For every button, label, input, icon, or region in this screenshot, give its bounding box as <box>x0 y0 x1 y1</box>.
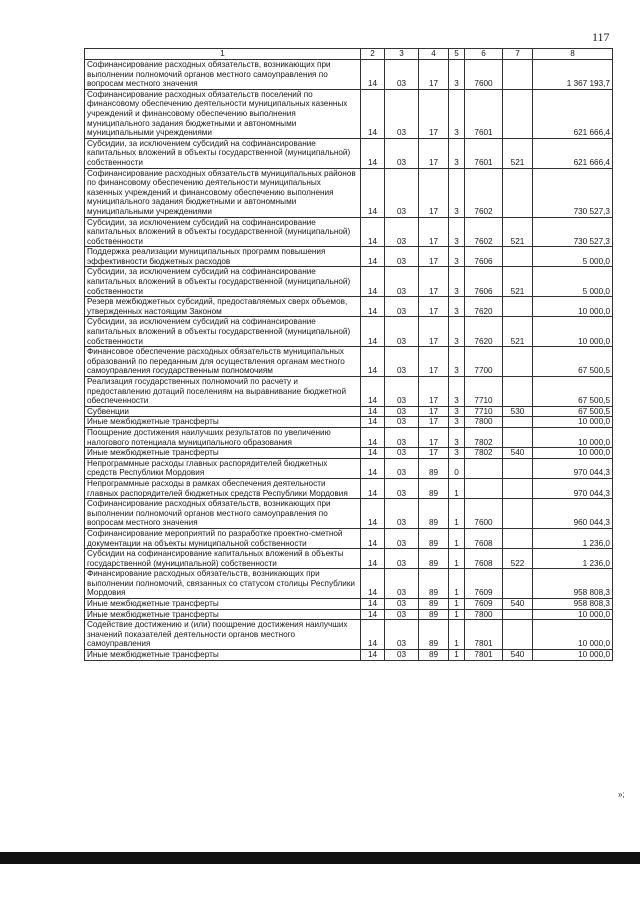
subprogram-code: 1 <box>449 599 465 610</box>
subprogram-code: 3 <box>449 417 465 428</box>
program-code: 17 <box>419 168 449 217</box>
program-code: 89 <box>419 569 449 599</box>
section-code: 14 <box>361 297 385 317</box>
row-name: Иные межбюджетные трансферты <box>85 650 361 661</box>
target-code: 7602 <box>465 217 503 247</box>
subsection-code: 03 <box>385 406 419 417</box>
subsection-code: 03 <box>385 317 419 347</box>
program-code: 17 <box>419 247 449 267</box>
section-code: 14 <box>361 448 385 459</box>
subsection-code: 03 <box>385 347 419 377</box>
section-code: 14 <box>361 247 385 267</box>
expense-type-code: 521 <box>503 217 533 247</box>
expense-type-code: 540 <box>503 448 533 459</box>
amount: 5 000,0 <box>533 247 613 267</box>
section-code: 14 <box>361 609 385 620</box>
program-code: 17 <box>419 417 449 428</box>
expense-type-code: 521 <box>503 317 533 347</box>
subsection-code: 03 <box>385 620 419 650</box>
subsection-code: 03 <box>385 247 419 267</box>
target-code: 7620 <box>465 317 503 347</box>
section-code: 14 <box>361 478 385 498</box>
row-name: Поощрение достижения наилучших результатов по увеличению налогового потенциала муниципального образования <box>85 427 361 447</box>
program-code: 17 <box>419 377 449 407</box>
table-row <box>85 347 613 377</box>
subprogram-code: 1 <box>449 609 465 620</box>
section-code: 14 <box>361 60 385 90</box>
expense-type-code <box>503 417 533 428</box>
amount: 1 236,0 <box>533 528 613 548</box>
amount: 730 527,3 <box>533 217 613 247</box>
table-row <box>85 499 613 529</box>
target-code: 7608 <box>465 549 503 569</box>
target-code: 7800 <box>465 417 503 428</box>
table-row <box>85 138 613 168</box>
subprogram-code: 3 <box>449 60 465 90</box>
table-row <box>85 549 613 569</box>
subsection-code: 03 <box>385 499 419 529</box>
target-code: 7700 <box>465 347 503 377</box>
target-code <box>465 478 503 498</box>
program-code: 89 <box>419 650 449 661</box>
expense-type-code <box>503 247 533 267</box>
table-row <box>85 247 613 267</box>
table-row <box>85 60 613 90</box>
row-name: Реализация государственных полномочий по расчету и предоставлению дотаций поселениям на выравнивание бюджетной обеспеченности <box>85 377 361 407</box>
target-code: 7801 <box>465 620 503 650</box>
section-code: 14 <box>361 317 385 347</box>
section-code: 14 <box>361 549 385 569</box>
amount: 10 000,0 <box>533 448 613 459</box>
subsection-code: 03 <box>385 478 419 498</box>
program-code: 17 <box>419 138 449 168</box>
section-code: 14 <box>361 168 385 217</box>
program-code: 17 <box>419 406 449 417</box>
budget-sheet <box>84 48 613 661</box>
trailer-mark: »; <box>618 790 625 799</box>
expense-type-code: 530 <box>503 406 533 417</box>
expense-type-code <box>503 478 533 498</box>
amount: 10 000,0 <box>533 297 613 317</box>
subprogram-code: 3 <box>449 317 465 347</box>
header-row <box>85 49 613 60</box>
amount: 10 000,0 <box>533 609 613 620</box>
subsection-code: 03 <box>385 417 419 428</box>
table-row <box>85 609 613 620</box>
table-row <box>85 458 613 478</box>
subsection-code: 03 <box>385 168 419 217</box>
table-row <box>85 267 613 297</box>
amount: 10 000,0 <box>533 427 613 447</box>
program-code: 17 <box>419 347 449 377</box>
column-header: 4 <box>419 49 449 60</box>
row-name: Поддержка реализации муниципальных программ повышения эффективности бюджетных расходов <box>85 247 361 267</box>
subsection-code: 03 <box>385 377 419 407</box>
subprogram-code: 1 <box>449 499 465 529</box>
subsection-code: 03 <box>385 297 419 317</box>
section-code: 14 <box>361 89 385 138</box>
subsection-code: 03 <box>385 609 419 620</box>
expense-type-code <box>503 297 533 317</box>
row-name: Субсидии на софинансирование капитальных вложений в объекты государственной (муниципальной) собственности <box>85 549 361 569</box>
row-name: Субсидии, за исключением субсидий на софинансирование капитальных вложений в объекты государственной (муниципальной) собственности <box>85 217 361 247</box>
subprogram-code: 1 <box>449 620 465 650</box>
amount: 621 666,4 <box>533 138 613 168</box>
expense-type-code <box>503 458 533 478</box>
section-code: 14 <box>361 347 385 377</box>
subsection-code: 03 <box>385 458 419 478</box>
program-code: 89 <box>419 528 449 548</box>
target-code: 7802 <box>465 448 503 459</box>
amount: 960 044,3 <box>533 499 613 529</box>
target-code: 7600 <box>465 499 503 529</box>
column-header: 7 <box>503 49 533 60</box>
amount: 10 000,0 <box>533 417 613 428</box>
expense-type-code: 521 <box>503 138 533 168</box>
expense-type-code <box>503 89 533 138</box>
subprogram-code: 3 <box>449 427 465 447</box>
amount: 1 236,0 <box>533 549 613 569</box>
table-row <box>85 168 613 217</box>
subsection-code: 03 <box>385 599 419 610</box>
row-name: Иные межбюджетные трансферты <box>85 599 361 610</box>
program-code: 17 <box>419 60 449 90</box>
section-code: 14 <box>361 217 385 247</box>
row-name: Финансовое обеспечение расходных обязательств муниципальных образований по переданным для осуществления органам местного самоуправления государственным полномочиям <box>85 347 361 377</box>
subsection-code: 03 <box>385 89 419 138</box>
target-code: 7602 <box>465 168 503 217</box>
section-code: 14 <box>361 528 385 548</box>
program-code: 89 <box>419 478 449 498</box>
section-code: 14 <box>361 417 385 428</box>
target-code: 7620 <box>465 297 503 317</box>
column-header: 2 <box>361 49 385 60</box>
amount: 970 044,3 <box>533 478 613 498</box>
subsection-code: 03 <box>385 528 419 548</box>
table-row <box>85 297 613 317</box>
subprogram-code: 3 <box>449 138 465 168</box>
table-row <box>85 650 613 661</box>
amount: 958 808,3 <box>533 599 613 610</box>
section-code: 14 <box>361 458 385 478</box>
subsection-code: 03 <box>385 60 419 90</box>
subsection-code: 03 <box>385 448 419 459</box>
subprogram-code: 3 <box>449 89 465 138</box>
expense-type-code <box>503 168 533 217</box>
subsection-code: 03 <box>385 650 419 661</box>
subprogram-code: 3 <box>449 347 465 377</box>
subprogram-code: 1 <box>449 528 465 548</box>
subsection-code: 03 <box>385 138 419 168</box>
target-code: 7710 <box>465 406 503 417</box>
subprogram-code: 1 <box>449 569 465 599</box>
target-code: 7802 <box>465 427 503 447</box>
program-code: 17 <box>419 217 449 247</box>
column-header: 3 <box>385 49 419 60</box>
section-code: 14 <box>361 650 385 661</box>
table-row <box>85 417 613 428</box>
table-row <box>85 317 613 347</box>
table-row <box>85 528 613 548</box>
section-code: 14 <box>361 427 385 447</box>
amount: 67 500,5 <box>533 406 613 417</box>
expense-type-code: 522 <box>503 549 533 569</box>
amount: 958 808,3 <box>533 569 613 599</box>
column-header: 8 <box>533 49 613 60</box>
amount: 67 500,5 <box>533 377 613 407</box>
expense-type-code <box>503 620 533 650</box>
row-name: Субсидии, за исключением субсидий на софинансирование капитальных вложений в объекты государственной (муниципальной) собственности <box>85 317 361 347</box>
table-row <box>85 599 613 610</box>
program-code: 17 <box>419 267 449 297</box>
expense-type-code: 521 <box>503 267 533 297</box>
row-name: Софинансирование расходных обязательств, возникающих при выполнении полномочий органов местного самоуправления по вопросам местного значения <box>85 499 361 529</box>
subprogram-code: 3 <box>449 448 465 459</box>
program-code: 89 <box>419 609 449 620</box>
row-name: Софинансирование мероприятий по разработке проектно-сметной документации на объекты муниципальной собственности <box>85 528 361 548</box>
target-code: 7601 <box>465 89 503 138</box>
expense-type-code <box>503 609 533 620</box>
row-name: Субвенции <box>85 406 361 417</box>
subsection-code: 03 <box>385 267 419 297</box>
row-name: Финансирование расходных обязательств, возникающих при выполнении полномочий, связанных со статусом столицы Республики Мордовия <box>85 569 361 599</box>
target-code: 7800 <box>465 609 503 620</box>
section-code: 14 <box>361 406 385 417</box>
target-code <box>465 458 503 478</box>
budget-table <box>84 48 613 661</box>
section-code: 14 <box>361 138 385 168</box>
target-code: 7606 <box>465 267 503 297</box>
expense-type-code <box>503 499 533 529</box>
amount: 5 000,0 <box>533 267 613 297</box>
target-code: 7601 <box>465 138 503 168</box>
section-code: 14 <box>361 569 385 599</box>
section-code: 14 <box>361 499 385 529</box>
column-header: 5 <box>449 49 465 60</box>
amount: 67 500,5 <box>533 347 613 377</box>
program-code: 89 <box>419 549 449 569</box>
table-row <box>85 569 613 599</box>
row-name: Содействие достижению и (или) поощрение достижения наилучших значений показателей деятельности органов местного самоуправления <box>85 620 361 650</box>
column-header: 6 <box>465 49 503 60</box>
page-number: 117 <box>592 30 610 44</box>
subsection-code: 03 <box>385 569 419 599</box>
target-code: 7609 <box>465 569 503 599</box>
row-name: Непрограммные расходы главных распорядителей бюджетных средств Республики Мордовия <box>85 458 361 478</box>
table-row <box>85 478 613 498</box>
table-row <box>85 427 613 447</box>
expense-type-code <box>503 427 533 447</box>
table-row <box>85 377 613 407</box>
subprogram-code: 1 <box>449 478 465 498</box>
program-code: 17 <box>419 297 449 317</box>
column-header: 1 <box>85 49 361 60</box>
program-code: 89 <box>419 599 449 610</box>
section-code: 14 <box>361 267 385 297</box>
subprogram-code: 3 <box>449 406 465 417</box>
program-code: 89 <box>419 458 449 478</box>
expense-type-code: 540 <box>503 650 533 661</box>
table-row <box>85 217 613 247</box>
table-row <box>85 406 613 417</box>
table-row <box>85 620 613 650</box>
section-code: 14 <box>361 620 385 650</box>
target-code: 7600 <box>465 60 503 90</box>
target-code: 7710 <box>465 377 503 407</box>
subprogram-code: 1 <box>449 650 465 661</box>
expense-type-code <box>503 377 533 407</box>
program-code: 17 <box>419 317 449 347</box>
amount: 970 044,3 <box>533 458 613 478</box>
table-row <box>85 89 613 138</box>
program-code: 17 <box>419 427 449 447</box>
target-code: 7606 <box>465 247 503 267</box>
scan-edge-band <box>0 852 640 864</box>
row-name: Субсидии, за исключением субсидий на софинансирование капитальных вложений в объекты государственной (муниципальной) собственности <box>85 138 361 168</box>
program-code: 89 <box>419 620 449 650</box>
row-name: Софинансирование расходных обязательств муниципальных районов по финансовому обеспечению деятельности муниципальных казенных учреждений и финансовому обеспечению выполнения муниципального задания бюджетными и автономными муниципальными учреждениями <box>85 168 361 217</box>
row-name: Субсидии, за исключением субсидий на софинансирование капитальных вложений в объекты государственной (муниципальной) собственности <box>85 267 361 297</box>
row-name: Иные межбюджетные трансферты <box>85 609 361 620</box>
subsection-code: 03 <box>385 549 419 569</box>
section-code: 14 <box>361 599 385 610</box>
program-code: 89 <box>419 499 449 529</box>
row-name: Иные межбюджетные трансферты <box>85 448 361 459</box>
expense-type-code: 540 <box>503 599 533 610</box>
target-code: 7801 <box>465 650 503 661</box>
table-row <box>85 448 613 459</box>
program-code: 17 <box>419 448 449 459</box>
program-code: 17 <box>419 89 449 138</box>
subprogram-code: 3 <box>449 168 465 217</box>
row-name: Софинансирование расходных обязательств, возникающих при выполнении полномочий органов местного самоуправления по вопросам местного значения <box>85 60 361 90</box>
row-name: Иные межбюджетные трансферты <box>85 417 361 428</box>
subsection-code: 03 <box>385 217 419 247</box>
subprogram-code: 3 <box>449 217 465 247</box>
amount: 10 000,0 <box>533 620 613 650</box>
amount: 1 367 193,7 <box>533 60 613 90</box>
expense-type-code <box>503 60 533 90</box>
amount: 10 000,0 <box>533 650 613 661</box>
amount: 730 527,3 <box>533 168 613 217</box>
subprogram-code: 3 <box>449 377 465 407</box>
target-code: 7609 <box>465 599 503 610</box>
expense-type-code <box>503 569 533 599</box>
expense-type-code <box>503 528 533 548</box>
subprogram-code: 3 <box>449 297 465 317</box>
subprogram-code: 0 <box>449 458 465 478</box>
table-body <box>85 60 613 661</box>
section-code: 14 <box>361 377 385 407</box>
target-code: 7608 <box>465 528 503 548</box>
row-name: Резерв межбюджетных субсидий, предоставляемых сверх объемов, утвержденных настоящим Законом <box>85 297 361 317</box>
subprogram-code: 1 <box>449 549 465 569</box>
row-name: Непрограммные расходы в рамках обеспечения деятельности главных распорядителей бюджетных средств Республики Мордовия <box>85 478 361 498</box>
subprogram-code: 3 <box>449 247 465 267</box>
amount: 10 000,0 <box>533 317 613 347</box>
amount: 621 666,4 <box>533 89 613 138</box>
expense-type-code <box>503 347 533 377</box>
row-name: Софинансирование расходных обязательств поселений по финансовому обеспечению деятельности муниципальных казенных учреждений и финансовому обеспечению выполнения муниципального задания бюджетными и автономными муниципальными учреждениями <box>85 89 361 138</box>
subprogram-code: 3 <box>449 267 465 297</box>
subsection-code: 03 <box>385 427 419 447</box>
